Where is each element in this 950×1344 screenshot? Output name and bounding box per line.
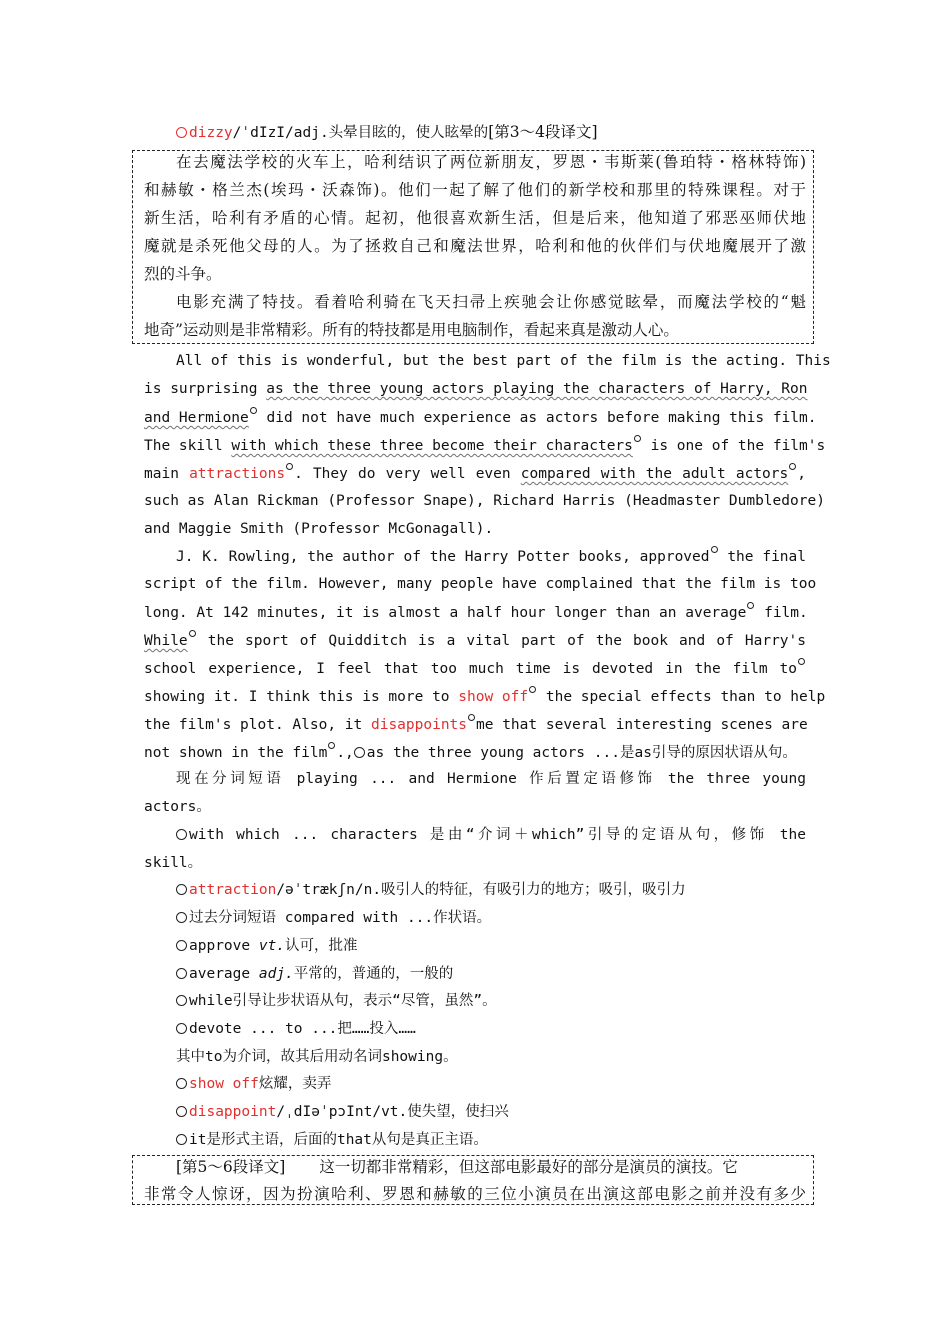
section-label: [第3～4段译文] xyxy=(488,123,598,141)
note-line: approve vt.认可，批准 xyxy=(176,936,806,956)
translation-line: 非常令人惊讶，因为扮演哈利、罗恩和赫敏的三位小演员在出演这部电影之前并没有多少 xyxy=(144,1185,806,1203)
note-line: with which ... characters 是由“介词＋which”引导的定语从句，修饰 the xyxy=(176,825,806,845)
paragraph-line: school experience, I feel that too much time is devoted in the film to xyxy=(144,658,806,679)
dizzy-note xyxy=(176,122,806,143)
vocab-word: attraction xyxy=(189,882,277,898)
paragraph-line: script of the film. However, many people have complained that the film is too xyxy=(144,576,817,592)
translation-line: 地奇”运动则是非常精彩。所有的特技都是用电脑制作，看起来真是激动人心。 xyxy=(144,321,679,339)
note-line: average adj.平常的，普通的，一般的 xyxy=(176,964,806,984)
paragraph-line: and Maggie Smith (Professor McGonagall). xyxy=(144,521,494,537)
circle-marker-icon xyxy=(176,1134,187,1145)
paragraph-line: While the sport of Quidditch is a vital part of the book and of Harry's xyxy=(144,630,806,651)
circle-marker-icon xyxy=(176,829,187,840)
translation-line: 魔就是杀死他父母的人。为了拯救自己和魔法世界，哈利和他的伙伴们与伏地魔展开了激 xyxy=(144,237,806,255)
paragraph-line: J. K. Rowling, the author of the Harry Potter books, approved the final xyxy=(176,546,806,567)
circle-marker-icon xyxy=(176,940,187,951)
highlighted-word: show off xyxy=(458,689,529,705)
note-marker-icon xyxy=(250,407,257,414)
paragraph-line: not shown in the film ., as the three young actors ...是as引导的原因状语从句。 xyxy=(144,742,806,763)
highlighted-word: attractions xyxy=(189,466,286,482)
note-marker-icon xyxy=(529,686,536,693)
paragraph-line: main attractions . They do very well even compared with the adult actors , xyxy=(144,463,806,484)
note-line: actors。 xyxy=(144,799,211,815)
vocab-word: dizzy xyxy=(189,125,233,141)
translation-line: 烈的斗争。 xyxy=(144,265,222,283)
underlined-phrase: While xyxy=(144,633,188,649)
vocab-word: show off xyxy=(189,1076,259,1092)
paragraph-line: long. At 142 minutes, it is almost a half hour longer than an average film. xyxy=(144,602,806,623)
note-line: devote ... to ...把……投入…… xyxy=(176,1019,806,1039)
underlined-phrase: as the three young actors playing the characters of Harry, Ron xyxy=(266,381,808,397)
translation-line: 新生活，哈利有矛盾的心情。起初，他很喜欢新生活，但是后来，他知道了邪恶巫师伏地 xyxy=(144,209,806,227)
paragraph-line: showing it. I think this is more to show off the special effects than to help xyxy=(144,686,806,707)
highlighted-word: disappoints xyxy=(370,717,468,733)
paragraph-line: is surprising as the three young actors playing the characters of Harry, Ron xyxy=(144,381,808,397)
note-marker-icon xyxy=(747,602,754,609)
circle-marker-icon xyxy=(176,1023,187,1034)
underlined-phrase: with which these three become their characters xyxy=(231,438,633,454)
underlined-phrase: and Hermione xyxy=(144,410,249,426)
note-line: show off炫耀，卖弄 xyxy=(176,1074,806,1094)
paragraph-line: The skill with which these three become their characters is one of the film's xyxy=(144,435,806,456)
vocab-definition: /ˈdIzI/adj.头晕目眩的，使人眩晕的 xyxy=(232,125,489,141)
translation-line: 在去魔法学校的火车上，哈利结识了两位新朋友，罗恩・韦斯莱(鲁珀特・格林特饰) xyxy=(176,153,806,171)
note-line: 其中to为介词，故其后用动名词showing。 xyxy=(176,1049,458,1065)
note-marker-icon xyxy=(798,658,805,665)
note-marker-icon xyxy=(468,714,475,721)
circle-marker-icon xyxy=(176,127,187,138)
paragraph-line: the film's plot. Also, it disappoints me that several interesting scenes are xyxy=(144,714,806,735)
circle-marker-icon xyxy=(176,968,187,979)
circle-marker-icon xyxy=(176,1078,187,1089)
paragraph-line: and Hermione did not have much experience as actors before making this film. xyxy=(144,407,806,428)
note-marker-icon xyxy=(711,546,718,553)
circle-marker-icon xyxy=(176,1106,187,1117)
note-line: attraction/əˈtrækʃn/n.吸引人的特征，有吸引力的地方；吸引，吸引力 xyxy=(176,880,806,900)
section-label: [第5～6段译文] xyxy=(176,1158,286,1176)
vocab-word: disappoint xyxy=(189,1104,277,1120)
underlined-phrase: compared with the adult actors xyxy=(520,466,789,482)
note-line: it是形式主语，后面的that从句是真正主语。 xyxy=(176,1130,806,1150)
note-line: disappoint/ˌdIəˈpɔInt/vt.使失望，使扫兴 xyxy=(176,1102,806,1122)
note-marker-icon xyxy=(286,463,293,470)
note-marker-icon xyxy=(328,742,335,749)
note-line: skill。 xyxy=(144,855,203,871)
note-line: 现在分词短语 playing ... and Hermione 作后置定语修饰 the three young xyxy=(176,771,806,787)
note-marker-icon xyxy=(634,435,641,442)
paragraph-line: such as Alan Rickman (Professor Snape), Richard Harris (Headmaster Dumbledore) xyxy=(144,493,825,509)
translation-line: [第5～6段译文] 这一切都非常精彩，但这部电影最好的部分是演员的演技。它 xyxy=(176,1158,738,1176)
circle-marker-icon xyxy=(176,912,187,923)
circle-marker-icon xyxy=(354,747,365,758)
circle-marker-icon xyxy=(176,884,187,895)
note-marker-icon xyxy=(189,630,196,637)
paragraph-line: All of this is wonderful, but the best part of the film is the acting. This xyxy=(176,353,831,369)
note-marker-icon xyxy=(789,463,796,470)
translation-line: 和赫敏・格兰杰(埃玛・沃森饰)。他们一起了解了他们的新学校和那里的特殊课程。对于 xyxy=(144,181,806,199)
note-line: 过去分词短语 compared with ...作状语。 xyxy=(176,908,806,928)
note-line: while引导让步状语从句，表示“尽管，虽然”。 xyxy=(176,991,806,1011)
translation-line: 电影充满了特技。看着哈利骑在飞天扫帚上疾驰会让你感觉眩晕，而魔法学校的“魁 xyxy=(176,293,806,311)
circle-marker-icon xyxy=(176,995,187,1006)
